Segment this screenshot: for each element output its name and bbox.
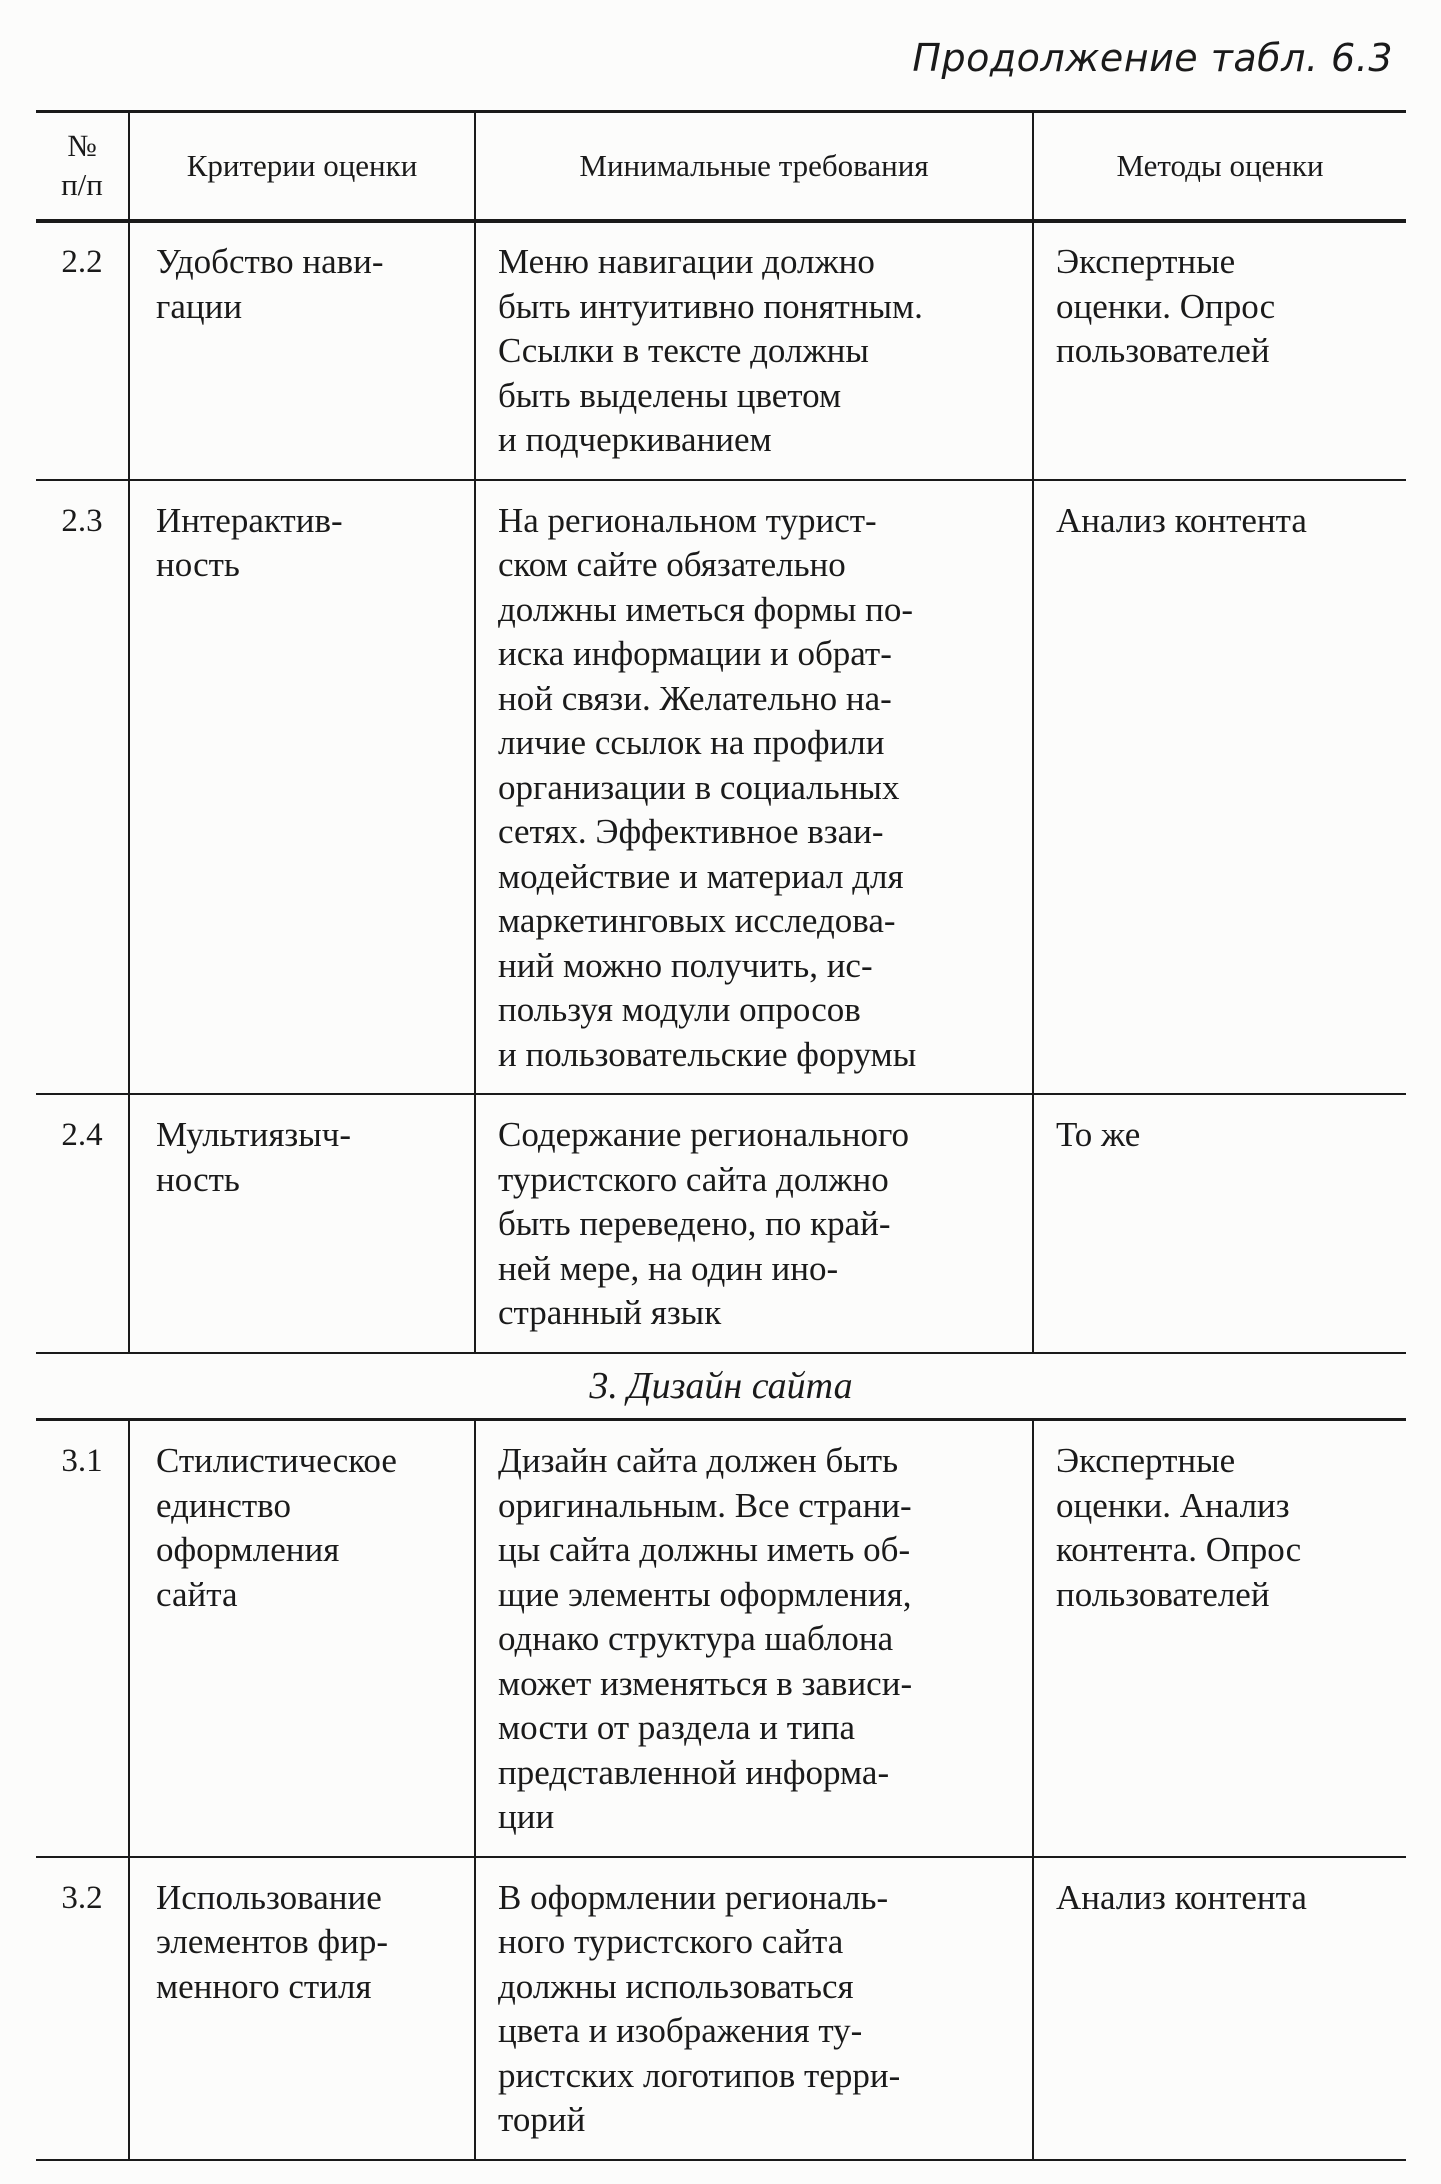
row-number: 3.1 (36, 1420, 129, 1857)
criteria-cell (129, 1094, 475, 1353)
requirements-cell-line: и подчеркиванием (498, 420, 772, 459)
criteria-cell-line: ность (156, 545, 240, 584)
requirements-cell-line: организации в социальных (498, 767, 900, 807)
requirements-cell-line: пользуя модули опросов (498, 990, 861, 1029)
requirements-cell-line: Содержание регионального (498, 1115, 909, 1154)
table-row (36, 1857, 1406, 2160)
requirements-cell-line: цвета и изображения ту- (498, 2011, 863, 2050)
requirements-cell-line: Меню навигации должно (498, 242, 875, 281)
row-number: 2.2 (36, 222, 129, 480)
requirements-cell-line: должны использоваться (498, 1966, 854, 2006)
row-number: 2.3 (36, 480, 129, 1095)
requirements-cell-line: мости от раздела и типа (498, 1708, 856, 1747)
criteria-cell-line: Использование (156, 1877, 382, 1917)
header-requirements: Минимальные требования (475, 112, 1033, 222)
criteria-cell (129, 1420, 475, 1857)
header-row (36, 112, 1406, 222)
criteria-cell-line: гации (156, 286, 243, 326)
requirements-cell-line: быть переведено, по край- (498, 1204, 891, 1243)
requirements-cell-line: В оформлении региональ- (498, 1877, 889, 1917)
methods-cell-line: пользователей (1056, 331, 1270, 370)
requirements-cell-line: туристского сайта должно (498, 1159, 889, 1199)
requirements-cell-line: ции (498, 1797, 555, 1836)
methods-cell (1033, 1420, 1406, 1857)
requirements-cell-line: странный язык (498, 1293, 722, 1332)
requirements-cell-line: щие элементы оформления, (498, 1574, 912, 1614)
requirements-cell-line: может изменяться в зависи- (498, 1663, 913, 1703)
criteria-cell (129, 222, 475, 480)
requirements-cell-line: Дизайн сайта должен быть (498, 1441, 899, 1480)
row-number: 3.2 (36, 1857, 129, 2160)
table-row (36, 480, 1406, 1095)
requirements-cell-line: торий (498, 2100, 586, 2139)
section-title: 3. Дизайн сайта (589, 1365, 853, 1407)
requirements-cell-line: сетях. Эффективное взаи- (498, 812, 884, 851)
requirements-cell-line: ной связи. Желательно на- (498, 678, 892, 718)
requirements-cell (475, 222, 1033, 480)
requirements-cell-line: быть интуитивно понятным. (498, 286, 923, 326)
header-methods: Методы оценки (1033, 112, 1406, 222)
table-continuation-caption: Продолжение табл. 6.3 (912, 36, 1393, 80)
requirements-cell-line: ного туристского сайта (498, 1922, 844, 1961)
methods-cell-line: То же (1056, 1115, 1141, 1154)
criteria-cell-line: оформления (156, 1530, 340, 1569)
row-number: 2.4 (36, 1094, 129, 1353)
requirements-cell-line: Ссылки в тексте должны (498, 331, 869, 370)
requirements-cell-line: должны иметься формы по- (498, 589, 913, 629)
methods-cell (1033, 1094, 1406, 1353)
requirements-cell-line: и пользовательские форумы (498, 1034, 917, 1074)
header-criteria: Критерии оценки (129, 112, 475, 222)
methods-cell-line: Анализ контента (1056, 500, 1307, 540)
criteria-cell-line: Удобство нави- (156, 242, 384, 281)
criteria-cell-line: Интерактив- (156, 500, 343, 540)
methods-cell-line: пользователей (1056, 1574, 1270, 1614)
header-num-line: п/п (61, 167, 103, 202)
criteria-cell (129, 1857, 475, 2160)
table-body-section-2 (36, 222, 1406, 1354)
methods-cell-line: Анализ контента (1056, 1877, 1307, 1917)
methods-cell (1033, 222, 1406, 480)
requirements-cell-line: быть выделены цветом (498, 375, 842, 415)
table-header (36, 110, 1406, 223)
requirements-cell (475, 1420, 1033, 1857)
requirements-cell-line: цы сайта должны иметь об- (498, 1530, 911, 1569)
table-body-section-3 (36, 1418, 1406, 2161)
requirements-cell (475, 480, 1033, 1095)
requirements-cell-line: ней мере, на один ино- (498, 1248, 839, 1288)
methods-cell-line: оценки. Опрос (1056, 286, 1276, 326)
criteria-cell-line: ность (156, 1159, 240, 1199)
table-row (36, 222, 1406, 480)
requirements-cell-line: личие ссылок на профили (498, 723, 885, 762)
criteria-cell-line: элементов фир- (156, 1922, 388, 1961)
requirements-cell-line: ний можно получить, ис- (498, 945, 873, 985)
methods-cell-line: оценки. Анализ (1056, 1485, 1290, 1525)
methods-cell-line: Экспертные (1056, 1441, 1236, 1480)
criteria-cell-line: Стилистическое (156, 1441, 397, 1480)
header-num (36, 112, 129, 222)
methods-cell-line: Экспертные (1056, 242, 1236, 281)
requirements-cell-line: представленной информа- (498, 1752, 890, 1792)
criteria-cell (129, 480, 475, 1095)
methods-cell-line: контента. Опрос (1056, 1530, 1302, 1569)
requirements-cell-line: ристских логотипов терри- (498, 2055, 901, 2095)
table-row (36, 1420, 1406, 1857)
criteria-cell-line: сайта (156, 1574, 238, 1614)
criteria-cell-line: единство (156, 1485, 291, 1525)
criteria-cell-line: менного стиля (156, 1966, 372, 2006)
requirements-cell-line: оригинальным. Все страни- (498, 1485, 912, 1525)
table-row (36, 1094, 1406, 1353)
requirements-cell-line: иска информации и обрат- (498, 634, 892, 673)
requirements-cell-line: маркетинговых исследова- (498, 901, 896, 940)
criteria-cell-line: Мультиязыч- (156, 1115, 352, 1154)
requirements-cell-line: модействие и материал для (498, 856, 904, 896)
methods-cell (1033, 480, 1406, 1095)
requirements-cell-line: На региональном турист- (498, 500, 877, 540)
requirements-cell (475, 1857, 1033, 2160)
requirements-cell-line: однако структура шаблона (498, 1619, 894, 1658)
header-num-line: № (67, 128, 97, 164)
requirements-cell-line: ском сайте обязательно (498, 545, 846, 584)
methods-cell (1033, 1857, 1406, 2160)
requirements-cell (475, 1094, 1033, 1353)
